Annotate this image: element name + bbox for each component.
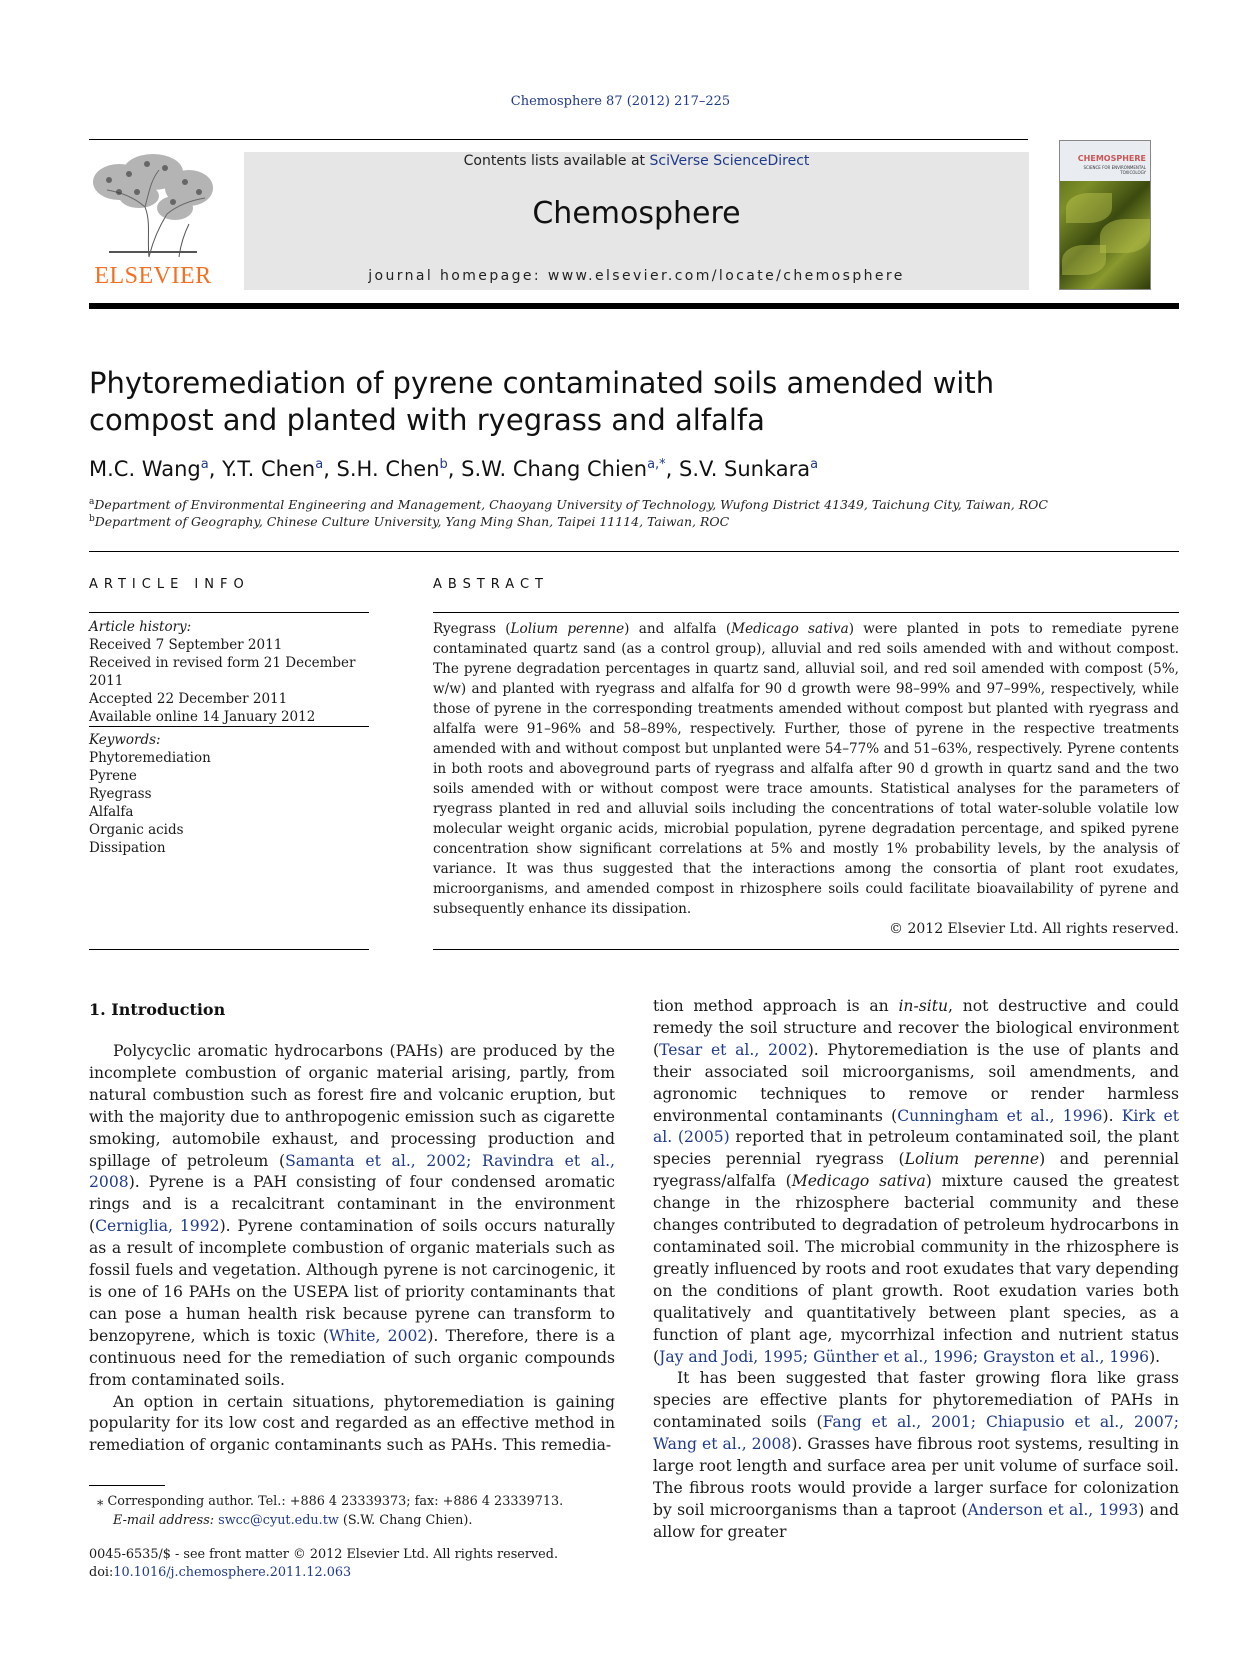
- cover-leaf-shape: [1066, 193, 1112, 223]
- author-name: S.V. Sunkara: [679, 457, 811, 481]
- citation-link[interactable]: Cerniglia, 1992: [95, 1217, 220, 1236]
- elsevier-logo: [89, 152, 217, 290]
- keywords-label: Keywords:: [89, 732, 161, 748]
- text-segment: ). Pyrene is a PAH consisting of four condensed aromatic rings and is a recalcitrant contaminant in the environment (: [89, 1173, 615, 1236]
- body-column-right: [653, 996, 1179, 1544]
- history-accepted: Accepted 22 December 2011: [89, 691, 288, 707]
- doi-link[interactable]: 10.1016/j.chemosphere.2011.12.063: [113, 1565, 352, 1580]
- abstract-segment: ) and alfalfa (: [624, 621, 732, 637]
- abstract-rule: [433, 612, 1179, 613]
- doi-label: doi:: [89, 1565, 114, 1580]
- header-rule: [89, 139, 1028, 140]
- abstract-text: [433, 619, 1179, 919]
- citation-link[interactable]: Cunningham et al., 1996: [897, 1106, 1103, 1125]
- text-segment: tion method approach is an: [653, 997, 899, 1015]
- text-segment: ). Pyrene contamination of soils occurs naturally as a result of incomplete combustion of organic materials such as fossil fuels and vegetation. Although pyrene is not carcinogenic, it is one of 16 PAHs on the USEPA list of priority contaminants that can pose a human health risk because pyrene can transform to benzopyrene, which is toxic (: [89, 1217, 615, 1345]
- abstract-heading: ABSTRACT: [433, 577, 549, 592]
- history-online: Available online 14 January 2012: [89, 709, 316, 725]
- keyword-item: Alfalfa: [89, 804, 134, 820]
- section-divider: [89, 551, 1179, 552]
- keywords-list: [89, 731, 369, 857]
- email-link[interactable]: swcc@cyut.edu.tw: [218, 1513, 339, 1528]
- body-column-left: [89, 1041, 615, 1457]
- journal-cover: [1059, 140, 1151, 290]
- text-segment: ).: [1149, 1347, 1161, 1366]
- corresponding-author-note: ⁎ Corresponding author. Tel.: +886 4 23339373; fax: +886 4 23339713.: [97, 1494, 564, 1509]
- article-title: Phytoremediation of pyrene contaminated soils amended with compost and planted with ryegrass and alfalfa: [89, 366, 995, 437]
- author-name: S.W. Chang Chien: [461, 457, 648, 481]
- affiliation-text: Department of Environmental Engineering and Management, Chaoyang University of Technology, Wufong District 41349, Taichung City, Taiwan, ROC: [94, 497, 1048, 513]
- author-affiliation-mark[interactable]: a: [810, 457, 819, 472]
- email-note: [89, 1511, 653, 1530]
- tree-icon: [89, 152, 217, 260]
- issn-line: 0045-6535/$ - see front matter © 2012 Elsevier Ltd. All rights reserved.: [89, 1547, 559, 1562]
- sciencedirect-link[interactable]: SciVerse ScienceDirect: [649, 153, 810, 169]
- text-segment: Polycyclic aromatic hydrocarbons (PAHs) are produced by the incomplete combustion of organic material arising, partly, from natural combustion such as forest fire and volcanic eruption, but with the majority due to anthropogenic emission such as cigarette smoking, automobile exhaust, and processing production and spillage of petroleum (: [89, 1042, 615, 1170]
- text-segment: , not destructive and could remedy the soil structure and recover the biological environment (: [653, 997, 1179, 1059]
- text-segment: ) and perennial ryegrass/alfalfa (: [653, 1150, 1179, 1191]
- text-segment: ) mixture caused the greatest change in the rhizosphere bacterial community and these changes contributed to degradation of petroleum hydrocarbons in contaminated soil. The microbial community in the rhizosphere is greatly influenced by roots and root exudates that vary depending on the conditions of plant growth. Root exudation varies both qualitatively and quantitatively between plant species, as a function of plant age, mycorrhizal infection and nutrient status (: [653, 1172, 1179, 1366]
- text-segment: reported that in petroleum contaminated soil, the plant species perennial ryegrass (: [653, 1128, 1179, 1169]
- cover-subtitle: SCIENCE FOR ENVIRONMENTAL TOXICOLOGY: [1083, 165, 1146, 175]
- text-segment: ).: [1102, 1106, 1122, 1125]
- keywords-rule: [89, 726, 369, 727]
- email-label: E-mail address:: [113, 1513, 219, 1528]
- citation-link[interactable]: Kirk et al. (2005): [653, 1106, 1180, 1147]
- journal-homepage[interactable]: journal homepage: www.elsevier.com/locate/chemosphere: [368, 268, 905, 284]
- affiliation-mark: b: [89, 514, 95, 524]
- journal-name: Chemosphere: [532, 196, 741, 231]
- keyword-item: Phytoremediation: [89, 750, 211, 766]
- species-name: Medicago sativa: [731, 621, 849, 637]
- article-info-rule: [89, 612, 369, 613]
- cover-leaf-shape: [1062, 245, 1106, 275]
- text-segment: ). Grasses have fibrous root systems, resulting in large root length and surface area per unit volume of surface soil. The fibrous roots would provide a larger surface for colonization by soil microorganisms than a taproot (: [653, 1435, 1179, 1519]
- author-name: Y.T. Chen: [222, 457, 316, 481]
- affiliation-a: [89, 497, 1169, 512]
- affiliation-text: Department of Geography, Chinese Culture University, Yang Ming Shan, Taipei 11114, Taiwan, ROC: [94, 514, 730, 530]
- doi-line: [89, 1563, 629, 1582]
- history-label: Article history:: [89, 619, 192, 635]
- article-info-bottom-rule: [89, 949, 369, 950]
- article-info-heading: ARTICLE INFO: [89, 577, 250, 592]
- elsevier-wordmark: ELSEVIER: [94, 263, 212, 289]
- section-heading-introduction: 1. Introduction: [89, 1000, 226, 1019]
- contents-line: [244, 152, 1029, 169]
- author-name: M.C. Wang: [89, 457, 201, 481]
- author-affiliation-mark[interactable]: a: [200, 457, 209, 472]
- species-name: Medicago sativa: [791, 1172, 926, 1191]
- citation-link[interactable]: Jay and Jodi, 1995; Günther et al., 1996; Grayston et al., 1996: [659, 1347, 1150, 1366]
- journal-banner: [244, 152, 1029, 290]
- journal-citation[interactable]: Chemosphere 87 (2012) 217–225: [510, 94, 731, 109]
- author-affiliation-mark[interactable]: a,*: [647, 457, 666, 472]
- citation-link[interactable]: Samanta et al., 2002; Ravindra et al., 2008: [89, 1151, 616, 1192]
- abstract-copyright: © 2012 Elsevier Ltd. All rights reserved.: [889, 921, 1179, 937]
- author-list: M.C. Wang$^a$, Y.T. Chen$^a$, S.H. Chen$^b$, S.W. Chang Chien$^{a,*}$, S.V. Sunkara$^a$: [89, 457, 819, 481]
- cover-title: CHEMOSPHERE: [1077, 154, 1146, 163]
- body-paragraph: [653, 996, 1179, 1368]
- keyword-item: Dissipation: [89, 840, 166, 856]
- cover-leaf-shape: [1100, 219, 1150, 253]
- citation-link[interactable]: Fang et al., 2001; Chiapusio et al., 2007; Wang et al., 2008: [653, 1413, 1179, 1454]
- text-segment: ) and allow for greater: [653, 1500, 1179, 1541]
- citation-link[interactable]: Anderson et al., 1993: [967, 1500, 1139, 1519]
- author-affiliation-mark[interactable]: b: [439, 457, 448, 472]
- citation-link[interactable]: White, 2002: [328, 1326, 428, 1345]
- body-paragraph: [653, 1368, 1179, 1543]
- author-name: S.H. Chen: [336, 457, 440, 481]
- footnote-rule: [89, 1485, 165, 1486]
- history-received: Received 7 September 2011: [89, 637, 283, 653]
- header-thick-rule: [89, 303, 1179, 309]
- italic-term: in-situ: [898, 997, 949, 1015]
- keyword-item: Pyrene: [89, 768, 137, 784]
- species-name: Lolium perenne: [904, 1150, 1040, 1169]
- contents-prefix: Contents lists available at: [463, 153, 650, 169]
- species-name: Lolium perenne: [510, 621, 625, 637]
- abstract-segment: ) were planted in pots to remediate pyrene contaminated quartz sand (as a control group), alluvial and red soils amended with and without compost. The pyrene degradation percentages in quartz sand, alluvial soil, and red soil amended with compost (5%, w/w) and planted with ryegrass and alfalfa for 90 d growth were 98–99% and 97–99%, respectively, while those of pyrene in the corresponding treatments amended without compost but planted with ryegrass and alfalfa were 91–96% and 58–89%, respectively. Further, those of pyrene in the respective treatments amended with and without compost but unplanted were 54–77% and 51–63%, respectively. Pyrene contents in both roots and aboveground parts of ryegrass and alfalfa after 90 d growth in quartz sand and the two soils amended with or without compost were trace amounts. Statistical analyses for the parameters of ryegrass planted in red and alluvial soils including the concentrations of total water-soluble volatile low molecular weight organic acids, microbial population, pyrene degradation percentage, and spiked pyrene concentration show significant correlations at 5% and mostly 1% probability levels, by the analysis of variance. It was thus suggested that the interactions among the consortia of plant root exudates, microorganisms, and amended compost in rhizosphere soils could facilitate bioavailability of pyrene and subsequently enhance its dissipation.: [433, 621, 1179, 917]
- affiliation-mark: a: [89, 497, 95, 507]
- abstract-segment: Ryegrass (: [433, 621, 511, 637]
- email-suffix: (S.W. Chang Chien).: [338, 1513, 473, 1528]
- keyword-item: Ryegrass: [89, 786, 152, 802]
- body-paragraph: [89, 1041, 615, 1392]
- text-segment: ). Therefore, there is a continuous need for the remediation of such organic compounds from contaminated soils.: [89, 1326, 615, 1389]
- author-affiliation-mark[interactable]: a: [315, 457, 324, 472]
- text-segment: It has been suggested that faster growing flora like grass species are effective plants for phytoremediation of PAHs in contaminated soils (: [653, 1369, 1179, 1432]
- abstract-bottom-rule: [433, 949, 1179, 950]
- citation-link[interactable]: Tesar et al., 2002: [659, 1040, 808, 1059]
- body-paragraph: An option in certain situations, phytoremediation is gaining popularity for its low cost and regarded as an effective method in remediation of organic contaminants such as PAHs. This remedia-: [89, 1392, 615, 1455]
- text-segment: ). Phytoremediation is the use of plants and their associated soil microorganisms, soil amendments, and agronomic techniques to remove or render harmless environmental contaminants (: [653, 1040, 1179, 1125]
- affiliation-b: [89, 514, 1169, 529]
- keyword-item: Organic acids: [89, 822, 184, 838]
- article-history: [89, 618, 369, 726]
- history-revised: Received in revised form 21 December 2011: [89, 655, 356, 689]
